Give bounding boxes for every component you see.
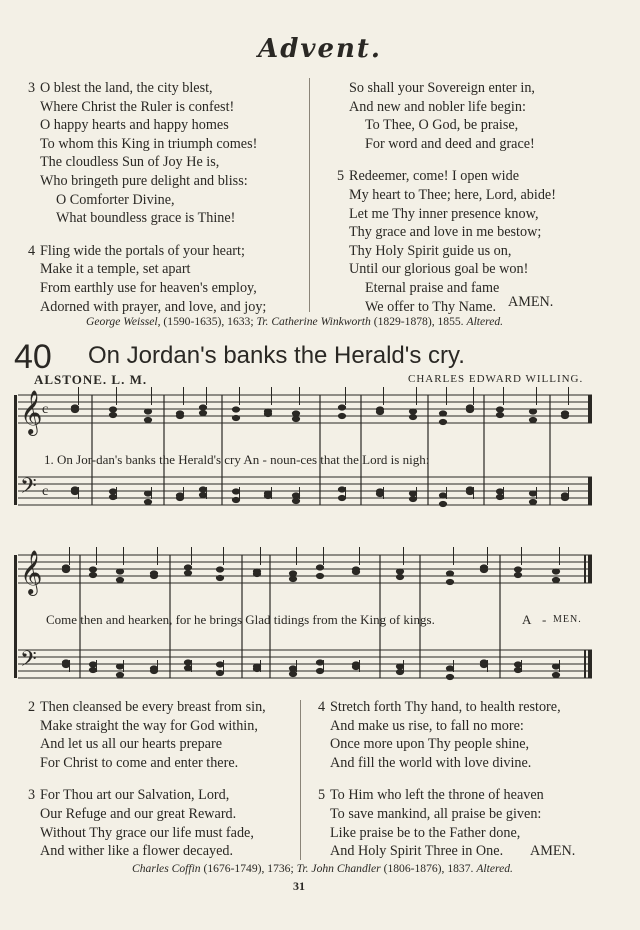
stanza-number: 5 [337, 168, 345, 185]
svg-text:𝄢: 𝄢 [20, 647, 37, 677]
stanza-text: Until our glorious goal be won! [349, 261, 529, 278]
note-head [71, 489, 78, 494]
note-head [89, 567, 96, 572]
column-divider-bottom [300, 700, 301, 860]
note-head [446, 674, 453, 679]
stanza-number: 2 [28, 699, 36, 715]
stanza-line [28, 824, 266, 843]
svg-text:c: c [42, 402, 49, 417]
note-head [409, 496, 416, 501]
stanza-line [318, 805, 561, 824]
stanza-line [337, 167, 556, 186]
note-head [199, 492, 206, 497]
author: Charles Coffin [132, 862, 201, 875]
note-head [338, 495, 345, 500]
stanza-text: O blest the land, the city blest, [40, 80, 213, 96]
note-head [292, 498, 299, 503]
hymn-title: On Jordan's banks the Herald's cry. [88, 342, 465, 369]
stanza-text: And fill the world with love divine. [330, 754, 532, 771]
note-head [496, 407, 503, 412]
stanza-text: O Comforter Divine, [56, 191, 175, 208]
composer: CHARLES EDWARD WILLING. [408, 373, 584, 385]
stanza-text: We offer to Thy Name. [365, 298, 497, 315]
note-head [199, 405, 206, 410]
hymn-number: 40 [14, 338, 52, 376]
stanza-text: Without Thy grace our life must fade, [40, 824, 254, 841]
stanza-text: What boundless grace is Thine! [56, 210, 236, 227]
stanza-text: Where Christ the Ruler is confest! [40, 98, 235, 115]
bottom-left-stanzas [28, 698, 266, 861]
note-head [466, 489, 473, 494]
top-right-stanzas [337, 79, 556, 316]
note-head [289, 666, 296, 671]
note-head [561, 413, 568, 418]
svg-text:𝄢: 𝄢 [20, 474, 37, 504]
note-head [496, 412, 503, 417]
stanza-text: Like praise be to the Father done, [330, 824, 521, 841]
stanza-line [337, 205, 556, 224]
note-head [409, 409, 416, 414]
stanza-text: To save mankind, all praise be given: [330, 805, 542, 822]
note-head [446, 571, 453, 576]
note-head [199, 410, 206, 415]
stanza-text: To Him who left the throne of heaven [330, 787, 544, 804]
stanza-line [28, 842, 266, 861]
column-divider [309, 78, 310, 312]
note-head [176, 413, 183, 418]
stanza-line [28, 805, 266, 824]
note-head [216, 575, 223, 580]
stanza-number: 4 [28, 242, 36, 259]
stanza-3 [28, 786, 266, 860]
translator: Tr. Catherine Winkworth [256, 315, 371, 328]
note-head [316, 660, 323, 665]
note-head [529, 409, 536, 414]
note-head [292, 411, 299, 416]
note-head [144, 499, 151, 504]
stanza-5 [318, 786, 561, 860]
stanza-line [28, 735, 266, 754]
note-head [264, 493, 271, 498]
note-head [466, 407, 473, 412]
note-head [396, 574, 403, 579]
stanza-line [28, 260, 266, 279]
stanza-line [28, 298, 266, 317]
stanza-text: Thy Holy Spirit guide us on, [349, 242, 512, 259]
stanza-line [28, 172, 266, 191]
svg-text:c: c [42, 484, 49, 499]
stanza-line [28, 717, 266, 736]
note-head [109, 407, 116, 412]
note-head [216, 567, 223, 572]
note-head [116, 577, 123, 582]
note-head [176, 495, 183, 500]
note-head [529, 499, 536, 504]
note-head [316, 573, 323, 578]
translator-dates: (1829-1878), 1855. [373, 315, 464, 328]
stanza-text: Make straight the way for God within, [40, 717, 258, 734]
stanza-text: Who bringeth pure delight and bliss: [40, 172, 248, 189]
author: George Weissel, [86, 315, 161, 328]
note-head [514, 662, 521, 667]
stanza-number: 4 [318, 699, 326, 715]
note-head [184, 565, 191, 570]
note-head [439, 493, 446, 498]
note-head [552, 672, 559, 677]
stanza-line [337, 223, 556, 242]
note-head [71, 407, 78, 412]
stanza-text: Fling wide the portals of your heart; [40, 242, 245, 259]
stanza-line [337, 98, 556, 117]
note-head [376, 491, 383, 496]
stanza-line [318, 717, 561, 736]
stanza-text: And let us all our hearts prepare [40, 736, 223, 753]
note-head [446, 579, 453, 584]
note-head [439, 419, 446, 424]
lyrics-line-2: Come then and hearken, for he brings Glad tidings from the King of kings. [46, 612, 435, 627]
stanza-line [318, 698, 561, 717]
stanza-line [28, 98, 266, 117]
note-head [109, 494, 116, 499]
note-head [352, 664, 359, 669]
note-head [184, 665, 191, 670]
note-head [216, 670, 223, 675]
translator-dates: (1806-1876), 1837. [383, 862, 474, 875]
amen-lyric-dash: - [542, 612, 547, 627]
stanza-text: Once more upon Thy people shine, [330, 736, 530, 753]
note-head [552, 664, 559, 669]
note-head [89, 572, 96, 577]
note-head [144, 409, 151, 414]
note-head [338, 413, 345, 418]
top-attribution [86, 315, 503, 328]
note-head [232, 415, 239, 420]
stanza-line [318, 824, 561, 843]
note-head [529, 491, 536, 496]
svg-text:𝄞: 𝄞 [20, 550, 43, 594]
stanza-text: Thy grace and love in me bestow; [349, 224, 542, 241]
stanza-text: And wither like a flower decayed. [40, 843, 234, 860]
stanza-text: My heart to Thee; here, Lord, abide! [349, 186, 556, 203]
note-head [480, 567, 487, 572]
stanza-line [28, 209, 266, 228]
stanza-text: And new and nobler life begin: [349, 98, 526, 115]
stanza-line [337, 79, 556, 98]
stanza-line [28, 242, 266, 261]
stanza-number: 5 [318, 787, 326, 804]
top-left-stanzas [28, 79, 266, 316]
note-head [396, 669, 403, 674]
note-head [89, 662, 96, 667]
stanza-line [28, 754, 266, 773]
stanza-text: Stretch forth Thy hand, to health restore, [330, 699, 561, 715]
note-head [289, 571, 296, 576]
note-head [396, 569, 403, 574]
note-head [116, 664, 123, 669]
stanza-text: And Holy Spirit Three in One. [330, 843, 504, 860]
top-amen: AMEN. [508, 294, 554, 310]
bottom-amen: AMEN. [530, 843, 576, 859]
note-head [184, 660, 191, 665]
stanza-text: From earthly use for heaven's employ, [40, 279, 257, 296]
note-head [552, 577, 559, 582]
stanza-text: O happy hearts and happy homes [40, 117, 229, 134]
tune-name: ALSTONE. L. M. [34, 372, 148, 387]
note-head [109, 489, 116, 494]
note-head [338, 405, 345, 410]
note-head [514, 667, 521, 672]
stanza-text: And make us rise, to fall no more: [330, 717, 524, 734]
stanza-text: For Thou art our Salvation, Lord, [40, 787, 230, 804]
stanza-text: Let me Thy inner presence know, [349, 205, 539, 222]
note-head [62, 567, 69, 572]
note-head [199, 487, 206, 492]
stanza-text: To whom this King in triumph comes! [40, 135, 258, 152]
note-head [89, 667, 96, 672]
lyrics-line-1: 1. On Jor-dan's banks the Herald's cry An - noun-ces that the Lord is nigh: [44, 452, 430, 467]
stanza-line [318, 786, 561, 805]
stanza-number: 3 [28, 80, 36, 96]
stanza-line [337, 186, 556, 205]
note-head [316, 565, 323, 570]
note-head [480, 662, 487, 667]
stanza-line [28, 279, 266, 298]
stanza-2 [28, 698, 266, 772]
note-head [352, 569, 359, 574]
note-head [144, 491, 151, 496]
note-head [216, 662, 223, 667]
stanza-line [28, 79, 266, 98]
stanza-text: Eternal praise and fame [365, 279, 500, 296]
stanza-text: The cloudless Sun of Joy He is, [40, 154, 220, 171]
note-head [292, 493, 299, 498]
stanza-text: Make it a temple, set apart [40, 261, 191, 278]
note-head [552, 569, 559, 574]
stanza-4 [318, 698, 561, 772]
note-head [253, 571, 260, 576]
note-head [338, 487, 345, 492]
stanza-text: Then cleansed be every breast from sin, [40, 699, 266, 715]
stanza-number: 3 [28, 787, 36, 804]
note-head [496, 494, 503, 499]
note-head [150, 668, 157, 673]
author-dates: (1676-1749), 1736; [203, 862, 294, 875]
note-head [514, 567, 521, 572]
note-head [184, 570, 191, 575]
stanza-text: So shall your Sovereign enter in, [349, 80, 535, 96]
stanza-line [337, 260, 556, 279]
note-head [264, 411, 271, 416]
stanza-line [318, 754, 561, 773]
note-head [561, 495, 568, 500]
note-head [514, 572, 521, 577]
author-dates: (1590-1635), 1633; [163, 315, 254, 328]
note-head [376, 409, 383, 414]
note-head [439, 501, 446, 506]
note-head [409, 414, 416, 419]
section-title: Advent. [258, 34, 382, 64]
note-head [289, 576, 296, 581]
amen-lyric-a: A [522, 612, 532, 627]
note-head [62, 662, 69, 667]
note-head [116, 569, 123, 574]
note-head [253, 666, 260, 671]
stanza-text: For Christ to come and enter there. [40, 754, 239, 771]
note-head [232, 497, 239, 502]
amen-lyric-b: MEN. [553, 614, 582, 625]
stanza-text: Our Refuge and our great Reward. [40, 805, 237, 822]
stanza-line [28, 116, 266, 135]
note-head [150, 573, 157, 578]
note-head [292, 416, 299, 421]
note-head [289, 671, 296, 676]
stanza-4 [28, 242, 266, 316]
stanza-continued [337, 79, 556, 153]
stanza-line [318, 842, 561, 861]
stanza-line [28, 698, 266, 717]
note-head [496, 489, 503, 494]
stanza-line [337, 116, 556, 135]
stanza-line [28, 135, 266, 154]
note-head [439, 411, 446, 416]
altered-note: Altered. [476, 862, 513, 875]
bottom-right-stanzas [318, 698, 561, 861]
stanza-line [318, 735, 561, 754]
page-number: 31 [293, 879, 305, 893]
note-head [116, 672, 123, 677]
stanza-line [28, 153, 266, 172]
translator: Tr. John Chandler [296, 862, 381, 875]
stanza-line [337, 135, 556, 154]
altered-note: Altered. [466, 315, 504, 328]
note-head [396, 664, 403, 669]
stanza-text: Adorned with prayer, and love, and joy; [40, 298, 267, 315]
stanza-3 [28, 79, 266, 228]
stanza-line [337, 242, 556, 261]
note-head [232, 407, 239, 412]
note-head [109, 412, 116, 417]
note-head [529, 417, 536, 422]
bottom-attribution [132, 862, 513, 875]
stanza-text: Redeemer, come! I open wide [349, 168, 520, 185]
svg-text:𝄞: 𝄞 [20, 390, 43, 434]
stanza-text: For word and deed and grace! [365, 135, 535, 152]
note-head [409, 491, 416, 496]
stanza-line [28, 786, 266, 805]
note-head [316, 668, 323, 673]
note-head [446, 666, 453, 671]
note-head [144, 417, 151, 422]
stanza-text: To Thee, O God, be praise, [365, 117, 519, 134]
stanza-line [28, 191, 266, 210]
note-head [232, 489, 239, 494]
